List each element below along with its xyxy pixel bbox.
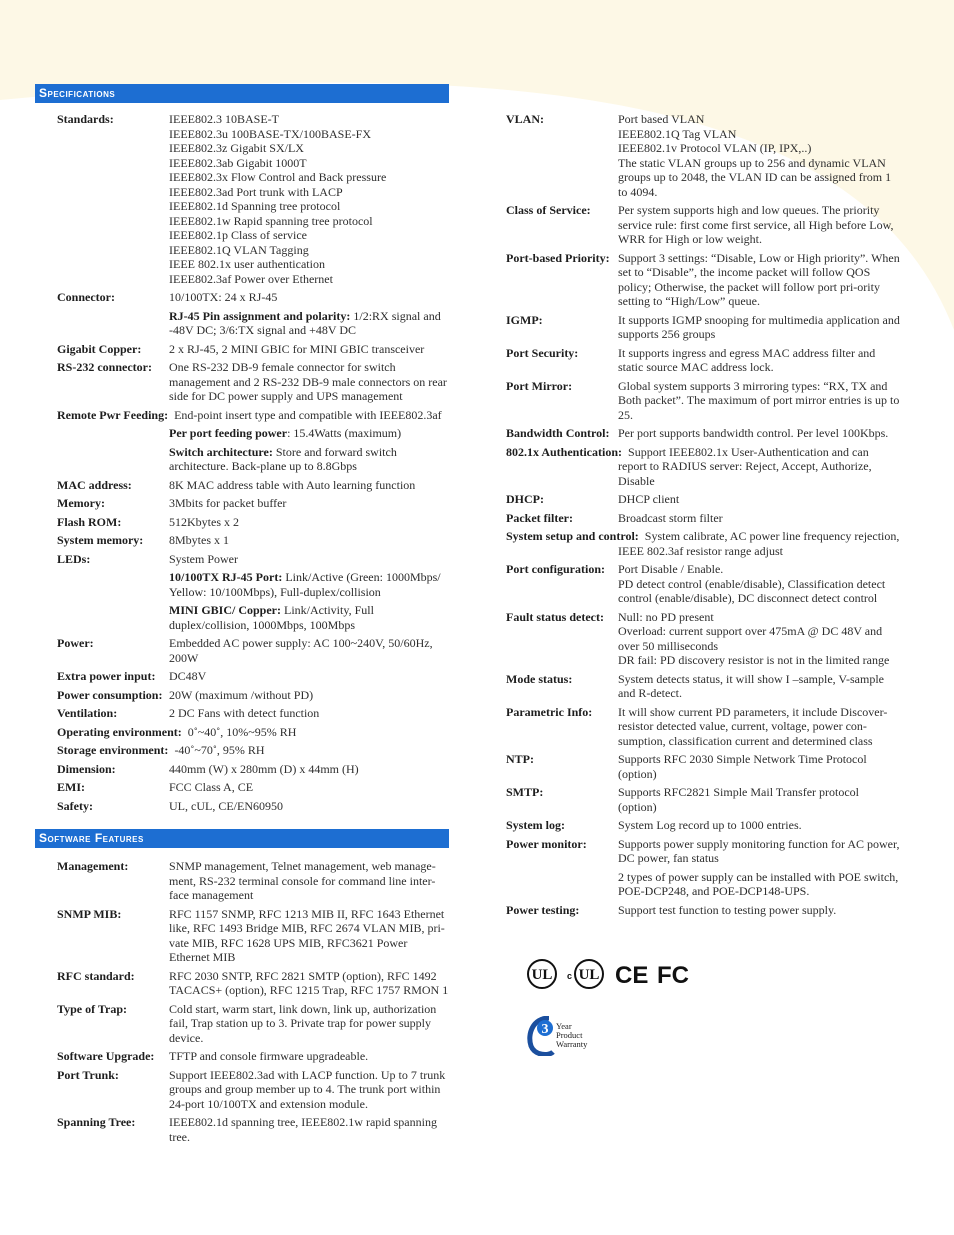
spec-row-port-configuration	[506, 562, 900, 606]
spec-value-line: PD detect control (enable/disable), Classification detect control (enable/disable), DC disconnect detect control	[618, 576, 886, 605]
spec-value	[618, 752, 900, 781]
spec-subitem-text: Store and forward switch architecture. Back-plane up to 8.8Gbps	[169, 444, 397, 473]
spec-row-leds	[57, 552, 449, 633]
spec-subitem-text: : 15.4Watts (maximum)	[287, 426, 402, 440]
spec-value	[618, 346, 900, 375]
spec-row-storage-environment	[57, 743, 449, 758]
spec-value-line: System Power	[169, 551, 238, 566]
spec-row-ventilation	[57, 706, 449, 721]
spec-value	[618, 112, 900, 199]
spec-value	[169, 780, 449, 795]
spec-label: Connector:	[57, 290, 115, 304]
cul-logo	[567, 960, 603, 988]
spec-label: DHCP:	[506, 492, 544, 506]
svg-text:Product: Product	[556, 1030, 583, 1040]
right-spec-list	[506, 112, 900, 921]
fc-logo	[657, 962, 689, 989]
spec-subitem-text: Link/Activity, Full duplex/collision, 1000Mbps, 100Mbps	[169, 603, 374, 632]
spec-value-line: Supports power supply monitoring function for AC power, DC power, fan status	[618, 836, 900, 865]
spec-label: Ventilation:	[57, 706, 118, 720]
spec-value	[618, 837, 900, 866]
spec-label: Power testing:	[506, 902, 580, 917]
spec-value-line: TFTP and console firmware upgradeable.	[169, 1049, 369, 1063]
spec-value-line: It supports ingress and egress MAC address filter and static source MAC address lock.	[618, 345, 876, 374]
svg-text:3: 3	[541, 1022, 549, 1037]
spec-label: Remote Pwr Feeding:	[57, 407, 169, 422]
spec-row-system-memory	[57, 533, 449, 548]
spec-label: Power consumption:	[57, 687, 163, 702]
spec-value	[169, 552, 449, 567]
spec-row-power	[57, 636, 449, 665]
spec-row-ntp	[506, 752, 900, 781]
spec-value	[169, 859, 449, 903]
spec-label: Mode status:	[506, 671, 573, 686]
spec-subitem-text: 1/2:RX signal and -48V DC; 3/6:TX signal and +48V DC	[169, 308, 441, 337]
spec-row-memory	[57, 496, 449, 511]
spec-value	[618, 610, 900, 668]
spec-label: MAC address:	[57, 477, 132, 492]
spec-label: LEDs:	[57, 551, 91, 566]
spec-label: Standards:	[57, 112, 114, 126]
spec-label: System memory:	[57, 533, 144, 547]
spec-value-line: Per system supports high and low queues. The priority service rule: first come first service, all High before Low, WRR for High or low weight.	[618, 203, 894, 246]
spec-value-line: One RS-232 DB-9 female connector for switch management and 2 RS-232 DB-9 male connectors on rear side for DC power supply and UPS management	[169, 360, 447, 403]
spec-row-802-1x-authentication	[506, 445, 900, 489]
spec-label: Bandwidth Control:	[506, 426, 610, 440]
spec-label: Port configuration:	[506, 562, 605, 576]
spec-value	[169, 636, 449, 665]
spec-row-mode-status	[506, 672, 900, 701]
spec-value	[618, 818, 900, 833]
spec-row-system-log	[506, 818, 900, 833]
spec-label: Port-based Priority:	[506, 250, 610, 265]
spec-subitem	[169, 445, 449, 474]
specifications-list	[57, 112, 449, 817]
spec-row-port-based-priority	[506, 251, 900, 309]
spec-label: Power monitor:	[506, 836, 587, 851]
spec-value-line: UL, cUL, CE/EN60950	[169, 798, 283, 813]
spec-value-line: RFC 1157 SNMP, RFC 1213 MIB II, RFC 1643 Ethernet like, RFC 1493 Bridge MIB, RFC 2674 VLAN MIB, pri-vate MIB, RFC 1628 UPS MIB, RFC3621 Power Ethernet MIB	[169, 906, 445, 964]
spec-value-line: Supports RFC 2030 Simple Network Time Protocol (option)	[618, 752, 867, 781]
spec-label: Port Security:	[506, 345, 579, 360]
spec-value	[169, 799, 449, 814]
spec-label: System log:	[506, 818, 565, 832]
spec-subitem-label: MINI GBIC/ Copper:	[169, 603, 282, 617]
svg-text:Year: Year	[556, 1021, 572, 1031]
spec-value	[169, 762, 449, 777]
spec-subitem-label: Per port feeding power	[169, 426, 288, 440]
spec-value	[169, 706, 449, 721]
spec-value-line: IEEE802.3ab Gigabit 1000T	[169, 155, 307, 170]
spec-value-line: System Log record up to 1000 entries.	[618, 818, 802, 832]
spec-label: Power:	[57, 636, 94, 650]
spec-label: Fault status detect:	[506, 609, 604, 624]
spec-value	[169, 408, 449, 423]
spec-value-line: Cold start, warm start, link down, link up, authorization fail, Trap station up to 3. Private trap for power supply device.	[169, 1001, 437, 1045]
spec-value	[618, 705, 900, 749]
spec-value-line: IEEE802.3af Power over Ethernet	[169, 271, 333, 286]
spec-label: IGMP:	[506, 312, 543, 327]
spec-row-software-upgrade	[57, 1049, 449, 1064]
spec-value	[169, 1115, 449, 1144]
spec-value	[618, 511, 900, 526]
spec-row-power-testing	[506, 903, 900, 918]
spec-value-line: 2 DC Fans with detect function	[169, 706, 320, 720]
spec-value-line: IEEE802.1p Class of service	[169, 228, 307, 242]
spec-row-vlan	[506, 112, 900, 199]
spec-row-class-of-service	[506, 203, 900, 247]
spec-label: Gigabit Copper:	[57, 341, 142, 356]
spec-value-line: Per port supports bandwidth control. Per level 100Kbps.	[618, 426, 889, 440]
spec-value-line: Overload: current support over 475mA @ DC 48V and over 50 milliseconds	[618, 624, 883, 653]
spec-row-packet-filter	[506, 511, 900, 526]
spec-value-line: -40˚~70˚, 95% RH	[174, 743, 265, 757]
spec-value	[169, 496, 449, 511]
spec-value-line: System calibrate, AC power line frequency rejection, IEEE 802.3af resistor range adjust	[618, 529, 900, 558]
spec-row-extra-power-input	[57, 669, 449, 684]
spec-label: Storage environment:	[57, 743, 169, 757]
spec-row-port-security	[506, 346, 900, 375]
spec-row-management	[57, 859, 449, 903]
spec-row-spanning-tree	[57, 1115, 449, 1144]
spec-label: System setup and control:	[506, 529, 639, 543]
spec-row-power-consumption	[57, 688, 449, 703]
spec-label: RFC standard:	[57, 968, 135, 983]
spec-value	[169, 969, 449, 998]
spec-value	[618, 529, 900, 558]
spec-value-line: DC48V	[169, 669, 207, 683]
spec-value-line: 2 x RJ-45, 2 MINI GBIC for MINI GBIC transceiver	[169, 341, 425, 356]
spec-row-rfc-standard	[57, 969, 449, 998]
spec-subitem-text: Link/Active (Green: 1000Mbps/ Yellow: 10/100Mbps), Full-duplex/collision	[169, 570, 441, 599]
spec-value	[618, 785, 900, 814]
spec-subitem-label: 10/100TX RJ-45 Port:	[169, 570, 283, 584]
spec-value-line: 0˚~40˚, 10%~95% RH	[187, 724, 297, 739]
spec-value	[618, 903, 900, 918]
spec-subitem	[169, 309, 449, 338]
spec-value	[169, 1068, 449, 1112]
spec-value	[169, 342, 449, 357]
spec-row-type-of-trap	[57, 1002, 449, 1046]
svg-text:UL: UL	[578, 967, 600, 983]
spec-subitem-label: Switch architecture:	[169, 444, 273, 459]
spec-value-line: Port Disable / Enable.	[618, 562, 724, 576]
spec-row-operating-environment	[57, 725, 449, 740]
spec-value-line: 8Mbytes x 1	[169, 533, 229, 547]
spec-value-line: Supports RFC2821 Simple Mail Transfer protocol (option)	[618, 785, 860, 814]
spec-value-line: IEEE802.1v Protocol VLAN (IP, IPX,..)	[618, 141, 812, 155]
ul-logo	[528, 960, 556, 988]
spec-label: NTP:	[506, 752, 534, 766]
spec-value-line: Support IEEE802.1x User-Authentication and can report to RADIUS server: Reject, Accept, Authorize, Disable	[618, 444, 872, 488]
spec-row-standards	[57, 112, 449, 286]
spec-label: Safety:	[57, 798, 93, 813]
spec-row-smtp	[506, 785, 900, 814]
spec-value-line: 3Mbits for packet buffer	[169, 496, 287, 510]
spec-value	[169, 112, 449, 286]
spec-value	[169, 743, 449, 758]
spec-label: Class of Service:	[506, 203, 591, 217]
certification-logos	[527, 957, 727, 997]
spec-subitem-text: 2 types of power supply can be installed with POE switch, POE-DCP248, and POE-DCP148-UPS.	[618, 869, 899, 898]
spec-value-line: IEEE802.1Q VLAN Tagging	[169, 242, 309, 257]
spec-label: Memory:	[57, 496, 105, 510]
spec-value-line: SNMP management, Telnet management, web manage-ment, RS-232 terminal console for command line inter-face management	[169, 859, 436, 902]
spec-value	[169, 533, 449, 548]
spec-value-line: Null: no PD present	[618, 609, 714, 624]
spec-label: EMI:	[57, 780, 85, 794]
spec-value	[618, 672, 900, 701]
spec-value-line: Support IEEE802.3ad with LACP function. Up to 7 trunk groups and group member up to 4. The trunk port within 24-port 10/100TX and extension module.	[169, 1067, 446, 1111]
spec-value-line: IEEE 802.1x user authentication	[169, 257, 325, 271]
spec-label: SNMP MIB:	[57, 906, 122, 921]
spec-label: Software Upgrade:	[57, 1049, 155, 1063]
spec-value-line: IEEE802.3ad Port trunk with LACP	[169, 184, 343, 199]
spec-subitem	[618, 870, 900, 899]
spec-row-system-setup-and-control	[506, 529, 900, 558]
spec-row-flash-rom	[57, 515, 449, 530]
warranty-badge	[527, 1016, 617, 1056]
spec-subitem	[169, 603, 449, 632]
spec-value-line: IEEE802.3z Gigabit SX/LX	[169, 141, 304, 155]
spec-value	[618, 445, 900, 489]
spec-value	[618, 313, 900, 342]
spec-value-line: 440mm (W) x 280mm (D) x 44mm (H)	[169, 761, 359, 776]
spec-row-dhcp	[506, 492, 900, 507]
spec-value-line: 20W (maximum /without PD)	[169, 687, 314, 702]
svg-text:FC: FC	[657, 962, 689, 989]
spec-value-line: IEEE802.3u 100BASE-TX/100BASE-FX	[169, 126, 371, 141]
spec-label: Type of Trap:	[57, 1001, 128, 1016]
spec-label: 802.1x Authentication:	[506, 444, 623, 459]
spec-value-line: IEEE802.1d Spanning tree protocol	[169, 199, 341, 213]
spec-label: Dimension:	[57, 761, 116, 776]
spec-row-rs-232-connector	[57, 360, 449, 404]
spec-value	[618, 492, 900, 507]
spec-value-line: DHCP client	[618, 492, 680, 506]
spec-label: Port Mirror:	[506, 378, 573, 393]
spec-value	[618, 379, 900, 423]
spec-value	[169, 1049, 449, 1064]
spec-value-line: Support 3 settings: “Disable, Low or High priority”. When set to “Disable”, the income packet will follow QOS policy; Otherwise, the packet will follow port pri-ority setting to “High/Low” queue.	[618, 250, 900, 308]
spec-row-port-mirror	[506, 379, 900, 423]
spec-value-line: 8K MAC address table with Auto learning function	[169, 477, 416, 492]
svg-text:UL: UL	[531, 967, 553, 983]
spec-label: Spanning Tree:	[57, 1115, 136, 1129]
spec-value-line: IEEE802.3 10BASE-T	[169, 112, 279, 126]
spec-label: Flash ROM:	[57, 514, 122, 529]
spec-value-line: Port based VLAN	[618, 112, 705, 126]
spec-row-fault-status-detect	[506, 610, 900, 668]
spec-row-safety	[57, 799, 449, 814]
spec-value-line: IEEE802.3x Flow Control and Back pressure	[169, 170, 387, 184]
spec-row-emi	[57, 780, 449, 795]
spec-label: Operating environment:	[57, 724, 182, 739]
spec-value-line: Support test function to testing power supply.	[618, 902, 837, 917]
spec-value-line: Embedded AC power supply: AC 100~240V, 50/60Hz, 200W	[169, 636, 433, 665]
specifications-header: Specifications	[35, 84, 449, 103]
spec-value	[618, 426, 900, 441]
spec-row-igmp	[506, 313, 900, 342]
spec-value-line: IEEE802.1w Rapid spanning tree protocol	[169, 213, 373, 228]
spec-value	[169, 515, 449, 530]
spec-value-line: Global system supports 3 mirroring types: “RX, TX and Both packet”. The maximum of port mirror entries is up to 25.	[618, 378, 900, 422]
spec-label: SMTP:	[506, 785, 544, 799]
spec-label: VLAN:	[506, 112, 544, 126]
software-features-header: Software Features	[35, 829, 449, 848]
spec-value-line: System detects status, it will show I –sample, V-sample and R-detect.	[618, 671, 884, 700]
spec-value	[169, 478, 449, 493]
spec-value	[169, 290, 449, 305]
spec-label: Port Trunk:	[57, 1067, 119, 1082]
spec-value	[618, 562, 900, 606]
spec-label: Extra power input:	[57, 669, 156, 683]
spec-row-snmp-mib	[57, 907, 449, 965]
spec-value-line: It supports IGMP snooping for multimedia application and supports 256 groups	[618, 312, 900, 341]
spec-row-dimension	[57, 762, 449, 777]
spec-row-parametric-info	[506, 705, 900, 749]
software-features-list	[57, 859, 449, 1148]
svg-text:c: c	[567, 971, 573, 981]
spec-label: Management:	[57, 859, 129, 873]
spec-subitem-label: RJ-45 Pin assignment and polarity:	[169, 308, 351, 323]
spec-row-power-monitor	[506, 837, 900, 899]
svg-text:CE: CE	[615, 962, 649, 989]
ce-logo	[615, 962, 648, 989]
spec-value-line: End-point insert type and compatible with IEEE802.3af	[174, 407, 442, 422]
spec-row-mac-address	[57, 478, 449, 493]
spec-value	[618, 251, 900, 309]
spec-value-line: Broadcast storm filter	[618, 510, 723, 525]
spec-subitem	[169, 426, 449, 441]
spec-value-line: FCC Class A, CE	[169, 780, 254, 794]
spec-value-line: 512Kbytes x 2	[169, 514, 239, 529]
spec-value	[169, 725, 449, 740]
spec-label: Parametric Info:	[506, 704, 593, 719]
spec-label: Packet filter:	[506, 510, 573, 525]
spec-value	[169, 1002, 449, 1046]
spec-subitem	[169, 570, 449, 599]
spec-value-line: DR fail: PD discovery resistor is not in the limited range	[618, 653, 890, 667]
spec-row-port-trunk	[57, 1068, 449, 1112]
spec-value-line: RFC 2030 SNTP, RFC 2821 SMTP (option), RFC 1492 TACACS+ (option), RFC 1215 Trap, RFC 1757 RMON 1	[169, 968, 449, 997]
svg-text:Warranty: Warranty	[556, 1039, 588, 1049]
spec-value	[169, 688, 449, 703]
spec-value-line: It will show current PD parameters, it include Discover-resistor detected value, current, voltage, power con-sumption, classification current and determined class	[618, 704, 888, 748]
spec-value-line: The static VLAN groups up to 256 and dynamic VLAN groups up to 2048, the VLAN ID can be assigned from 1 to 4094.	[618, 155, 892, 199]
spec-label: RS-232 connector:	[57, 360, 152, 374]
spec-value	[169, 669, 449, 684]
spec-row-bandwidth-control	[506, 426, 900, 441]
spec-value-line: IEEE802.1d spanning tree, IEEE802.1w rapid spanning tree.	[169, 1115, 437, 1144]
spec-value	[169, 907, 449, 965]
spec-row-remote-pwr-feeding	[57, 408, 449, 474]
spec-row-gigabit-copper	[57, 342, 449, 357]
spec-value	[618, 203, 900, 247]
spec-row-connector	[57, 290, 449, 338]
spec-value	[169, 360, 449, 404]
spec-value-line: IEEE802.1Q Tag VLAN	[618, 126, 737, 141]
spec-value-line: 10/100TX: 24 x RJ-45	[169, 290, 278, 304]
